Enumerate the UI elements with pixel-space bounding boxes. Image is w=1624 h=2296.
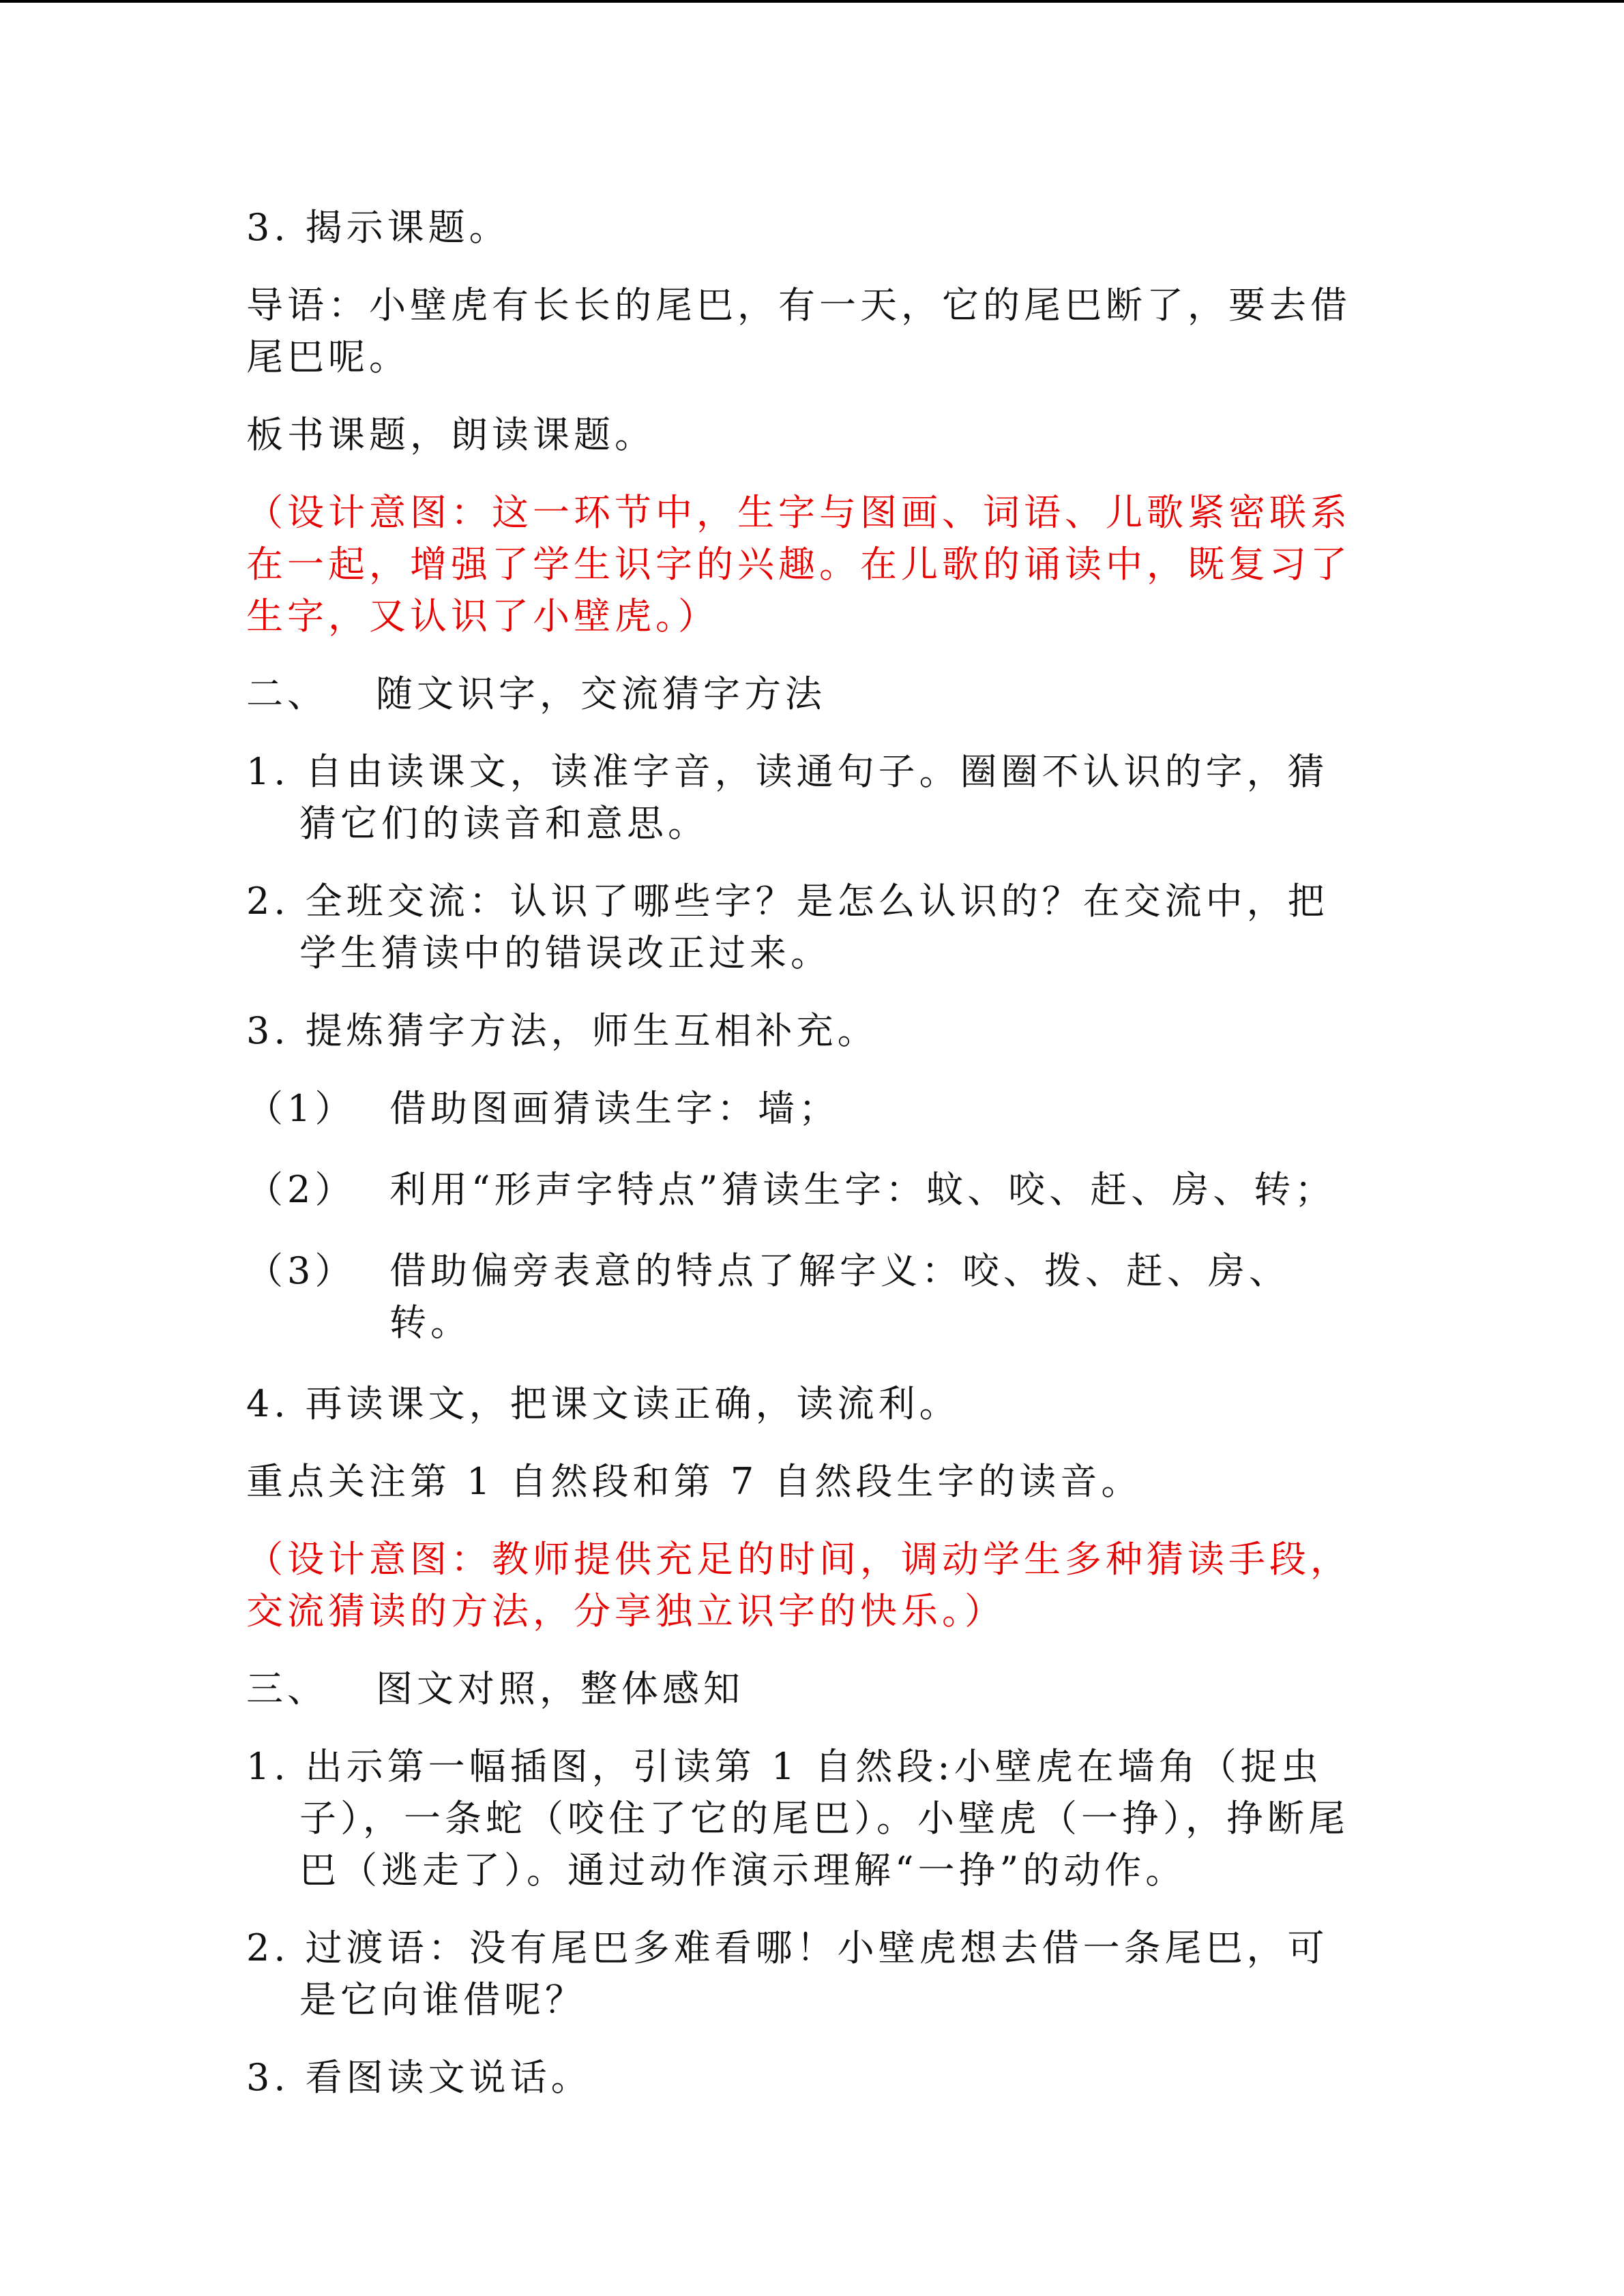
sub-item-number: （3）	[246, 1249, 356, 1292]
paragraph-board-title: 板书课题，朗读课题。	[246, 413, 655, 456]
list-item-free-reading: 1. 自由读课文，读准字音，读通句子。圈圈不认识的字，猜猜它们的读音和意思。	[246, 750, 1329, 845]
design-intent-note-2: （设计意图：教师提供充足的时间，调动学生多种猜读手段，交流猜读的方法，分享独立识字的快乐。）	[246, 1538, 1351, 1632]
sub-item-text: 利用“形声字特点”猜读生字：蚊、咬、赶、房、转；	[389, 1168, 1336, 1211]
design-intent-note-1: （设计意图：这一环节中，生字与图画、词语、儿歌紧密联系在一起，增强了学生识字的兴趣。在儿歌的诵读中，既复习了生字，又认识了小壁虎。）	[246, 491, 1351, 638]
list-item-class-exchange: 2. 全班交流：认识了哪些字？是怎么认识的？在交流中，把学生猜读中的错误改正过来。	[246, 880, 1329, 974]
top-border-line	[0, 0, 1624, 3]
sub-item-2	[246, 1164, 1365, 1216]
sub-item-number: （1）	[246, 1087, 356, 1130]
paragraph-focus: 重点关注第 1 自然段和第 7 自然段生字的读音。	[246, 1460, 1142, 1503]
section-number: 二、	[246, 672, 328, 715]
section-title: 随文识字，交流猜字方法	[376, 672, 826, 715]
paragraph-reveal-title: 3. 揭示课题。	[246, 206, 510, 249]
sub-item-3	[246, 1245, 1365, 1349]
paragraph-intro: 导语：小壁虎有长长的尾巴，有一天，它的尾巴断了，要去借尾巴呢。	[246, 284, 1351, 378]
list-item-first-illustration: 1. 出示第一幅插图，引读第 1 自然段:小壁虎在墙角（捉虫子），一条蛇（咬住了它的尾巴）。小壁虎（一挣），挣断尾巴（逃走了）。通过动作演示理解“一挣”的动作。	[246, 1745, 1349, 1892]
sub-item-text: 借助偏旁表意的特点了解字义：咬、拨、赶、房、转。	[389, 1249, 1290, 1344]
section-title: 图文对照，整体感知	[376, 1667, 744, 1710]
list-item-look-read-speak: 3. 看图读文说话。	[246, 2056, 592, 2099]
section-number: 三、	[246, 1667, 328, 1710]
sub-item-1	[246, 1083, 1365, 1135]
list-item-transition: 2. 过渡语：没有尾巴多难看哪！小壁虎想去借一条尾巴，可是它向谁借呢？	[246, 1926, 1329, 2021]
sub-item-number: （2）	[246, 1168, 356, 1211]
section-heading-2	[246, 668, 1365, 720]
document-page	[246, 202, 1365, 2130]
sub-item-text: 借助图画猜读生字：墙；	[389, 1087, 840, 1130]
list-item-refine-methods: 3. 提炼猜字方法，师生互相补充。	[246, 1009, 879, 1052]
list-item-reread: 4. 再读课文，把课文读正确，读流利。	[246, 1382, 960, 1425]
section-heading-3	[246, 1663, 1365, 1715]
